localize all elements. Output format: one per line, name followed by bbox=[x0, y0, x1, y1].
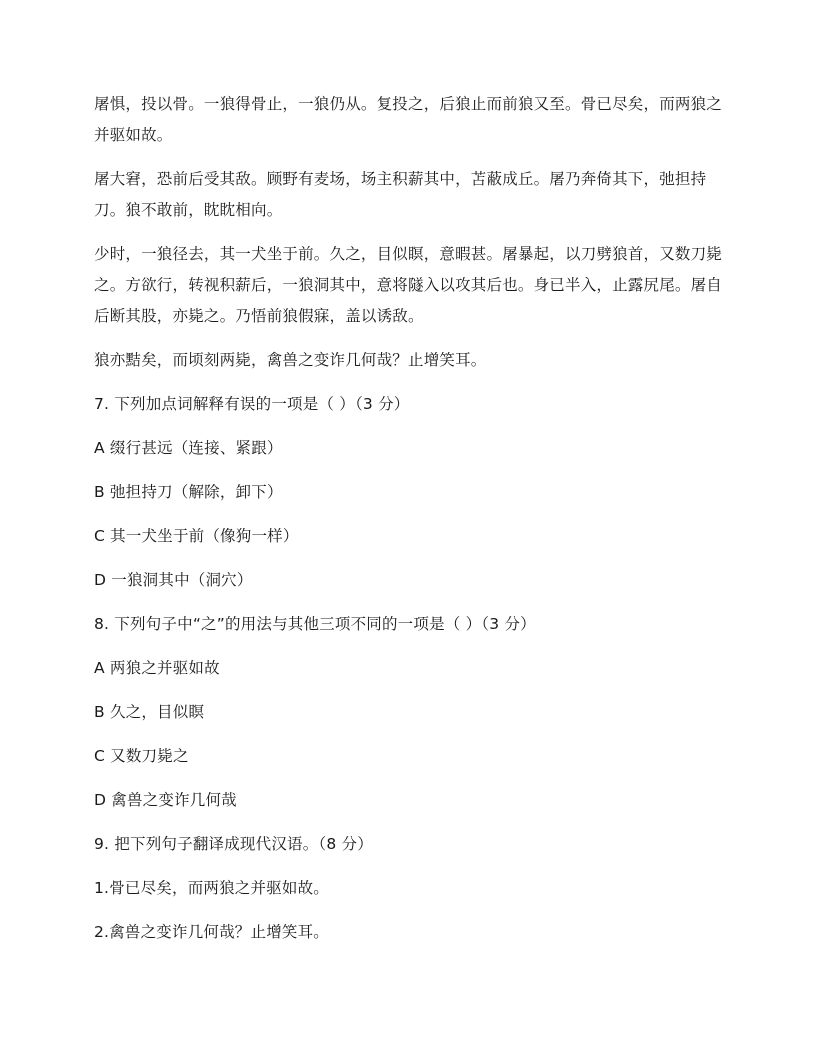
passage-paragraph-3: 少时，一狼径去，其一犬坐于前。久之，目似瞑，意暇甚。屠暴起，以刀劈狼首，又数刀毙之。方欲行，转视积薪后，一狼洞其中，意将隧入以攻其后也。身已半入，止露尻尾。屠自后断其股，亦毙之。乃悟前狼假寐，盖以诱敌。 bbox=[94, 245, 723, 325]
question-9-sentence-2: 2.禽兽之变诈几何哉？止增笑耳。 bbox=[94, 923, 329, 941]
question-7-option-c: C 其一犬坐于前（像狗一样） bbox=[94, 527, 299, 545]
passage-paragraph-4: 狼亦黠矣，而顷刻两毙，禽兽之变诈几何哉？止增笑耳。 bbox=[94, 351, 487, 369]
question-7-stem: 7. 下列加点词解释有误的一项是（ ）（3 分） bbox=[94, 395, 410, 413]
question-8-option-c: C 又数刀毙之 bbox=[94, 747, 189, 765]
question-7-option-d: D 一狼洞其中（洞穴） bbox=[94, 571, 253, 589]
question-8-option-a: A 两狼之并驱如故 bbox=[94, 659, 220, 677]
question-8-stem: 8. 下列句子中“之”的用法与其他三项不同的一项是（ ）（3 分） bbox=[94, 615, 536, 633]
question-8-option-d: D 禽兽之变诈几何哉 bbox=[94, 791, 237, 809]
question-7-option-b: B 弛担持刀（解除，卸下） bbox=[94, 483, 283, 501]
passage-paragraph-2: 屠大窘，恐前后受其敌。顾野有麦场，场主积薪其中，苫蔽成丘。屠乃奔倚其下，弛担持刀。狼不敢前，眈眈相向。 bbox=[94, 170, 707, 219]
question-9-stem: 9. 把下列句子翻译成现代汉语。（8 分） bbox=[94, 835, 373, 853]
question-9-sentence-1: 1.骨已尽矣，而两狼之并驱如故。 bbox=[94, 879, 329, 897]
question-8-option-b: B 久之，目似瞑 bbox=[94, 703, 205, 721]
passage-paragraph-1: 屠惧，投以骨。一狼得骨止，一狼仍从。复投之，后狼止而前狼又至。骨已尽矣，而两狼之并驱如故。 bbox=[94, 95, 723, 144]
document-page bbox=[94, 89, 724, 948]
question-7-option-a: A 缀行甚远（连接、紧跟） bbox=[94, 439, 283, 457]
